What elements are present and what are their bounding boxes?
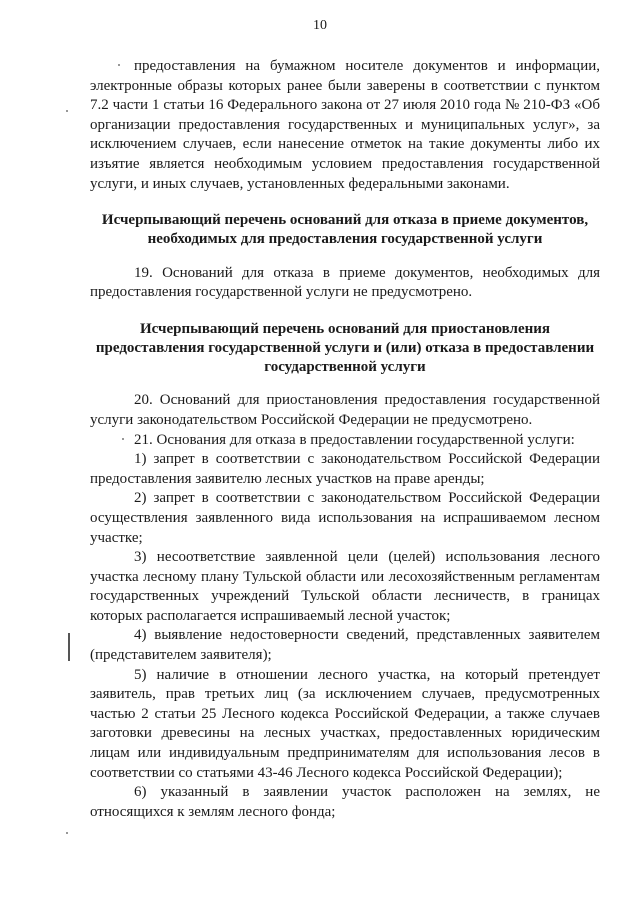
page-content: [90, 57, 600, 822]
continuation-paragraph: предоставления на бумажном носителе документов и информации, электронные образы которых ранее были заверены в соответствии с пунктом 7.2 части 1 статьи 16 Федерального закона от 27 июля 2010 года № 210-ФЗ «Об организации предоставления государственных и муниципальных услуг», за исключением случаев, если нанесение отметок на такие документы либо их изъятие является необходимым условием предоставления государственной услуги, и иных случаев, установленных федеральными законами.: [90, 58, 600, 192]
page-number: 10: [313, 18, 327, 33]
margin-speck: [66, 110, 68, 112]
margin-scan-mark: [68, 633, 70, 661]
paragraph-21: 21. Основания для отказа в предоставлении государственной услуги:: [134, 431, 575, 448]
list-item-5: 5) наличие в отношении лесного участка, на который претендует заявитель, прав третьих лиц (за исключением случаев, предусмотренных частью 2 статьи 25 Лесного кодекса Российской Федерации, а также случаев заготовки древесины на лесных участках, предоставленных юридическим лицам или индивидуальным предпринимателям для использования лесов в соответствии со статьями 43-46 Лесного кодекса Российской Федерации);: [90, 666, 600, 781]
section-heading-refusal-documents: Исчерпывающий перечень оснований для отказа в приеме документов, необходимых для предоставления государственной услуги: [101, 212, 589, 248]
paragraph-20: 20. Оснований для приостановления предоставления государственной услуги законодательством Российской Федерации не предусмотрено.: [90, 392, 600, 428]
list-item-1: 1) запрет в соответствии с законодательством Российской Федерации предоставления заявителю лесных участков на праве аренды;: [90, 451, 600, 487]
margin-speck: [118, 64, 120, 66]
section-heading-suspension-refusal: Исчерпывающий перечень оснований для приостановления предоставления государственной услуги и (или) отказа в предоставлении государственной услуги: [95, 320, 595, 376]
list-item-3: 3) несоответствие заявленной цели (целей) использования лесного участка лесному плану Тульской области или лесохозяйственным регламентам государственных учреждений Тульской области лесничеств, в границах которых располагается испрашиваемый лесной участок;: [90, 549, 600, 624]
list-item-6: 6) указанный в заявлении участок расположен на землях, не относящихся к землям лесного фонда;: [90, 784, 600, 820]
margin-speck: [122, 438, 124, 440]
paragraph-19: 19. Оснований для отказа в приеме документов, необходимых для предоставления государственной услуги не предусмотрено.: [90, 264, 600, 301]
list-item-4: 4) выявление недостоверности сведений, представленных заявителем (представителем заявителя);: [90, 627, 600, 664]
list-item-2: 2) запрет в соответствии с законодательством Российской Федерации осуществления заявленного вида использования на испрашиваемом лесном участке;: [90, 490, 600, 546]
margin-speck: [66, 832, 68, 834]
